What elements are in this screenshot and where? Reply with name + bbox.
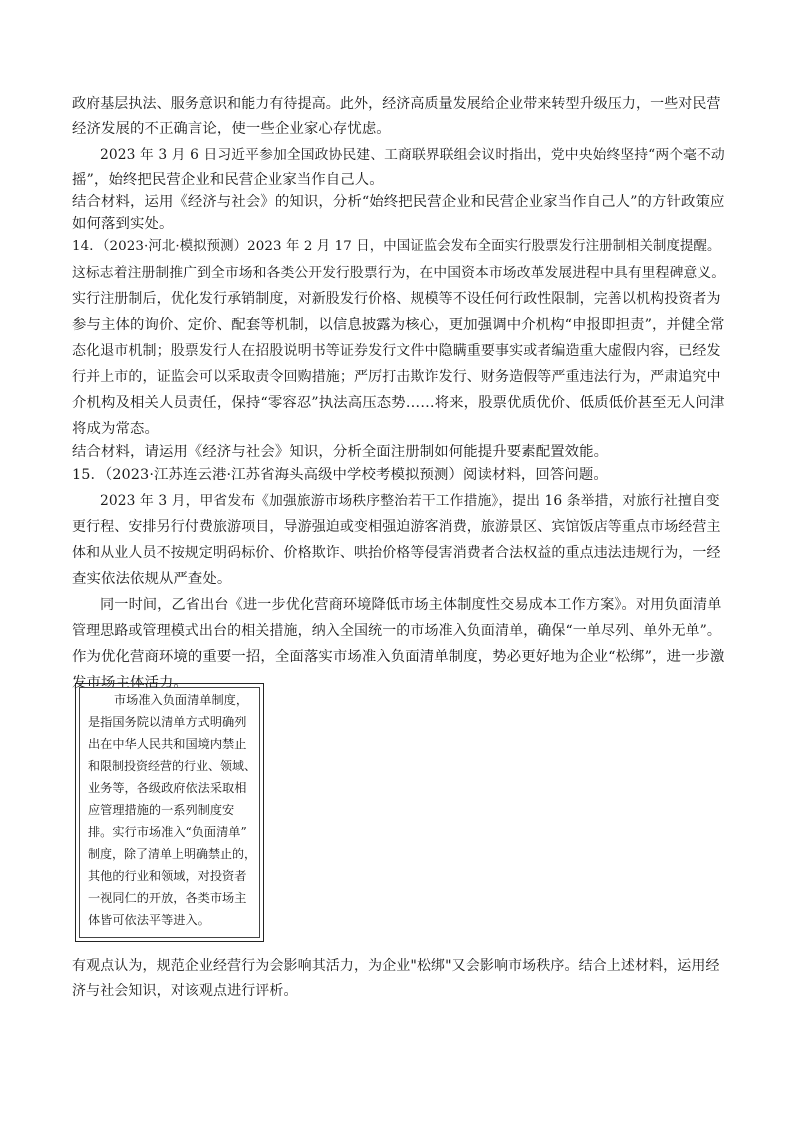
- box-line: 一视同仁的开放，各类市场主: [88, 891, 247, 905]
- text-line: 管理思路或管理模式出台的相关措施，纳入全国统一的市场准入负面清单，确保“一单尽列、单外无单”。: [72, 623, 722, 639]
- box-line: 制度，除了清单上明确禁止的，: [88, 847, 257, 861]
- text-line: 参与主体的询价、定价、配套等机制，以信息披露为核心，更加强调中介机构“申报即担责”，并健全常: [72, 317, 725, 333]
- text-line: 发市场主体活力。: [72, 675, 188, 691]
- text-line: 2023 年 3 月，甲省发布《加强旅游市场秩序整治若干工作措施》，提出 16 条举措，对旅行社擅自变: [100, 493, 720, 509]
- box-line: 排。实行市场准入“负面清单”: [88, 825, 247, 839]
- text-line: 查实依法依规从严查处。: [72, 571, 232, 587]
- question-prompt: 如何落到实处。: [72, 216, 174, 232]
- closing-question: 有观点认为，规范企业经营行为会影响其活力，为企业"松绑"又会影响市场秩序。结合上述材料，运用经: [72, 958, 720, 974]
- question-prompt: 结合材料，运用《经济与社会》的知识，分析“始终把民营企业和民营企业家当作自己人”的方针政策应: [72, 194, 725, 210]
- text-line: 2023 年 3 月 6 日习近平参加全国政协民建、工商联界联组会议时指出，党中央始终坚持“两个毫不动: [100, 147, 725, 163]
- text-line: 态化退市机制；股票发行人在招股说明书等证券发行文件中隐瞒重要事实或者编造重大虚假内容，已经发: [72, 343, 721, 359]
- question-prompt: 结合材料，请运用《经济与社会》知识，分析全面注册制如何能提升要素配置效能。: [72, 444, 609, 460]
- text-line: 介机构及相关人员责任，保持“零容忍”执法高压态势……将来，股票优质优价、低质低价甚至无人问津: [72, 395, 725, 411]
- question-14-heading: 14．（2023·河北·模拟预测）2023 年 2 月 17 日，中国证监会发布全面实行股票发行注册制相关制度提醒。: [72, 239, 721, 254]
- text-line: 实行注册制后，优化发行承销制度，对新股发行价格、规模等不设任何行政性限制，完善以机构投资者为: [72, 291, 721, 307]
- text-line: 行并上市的，证监会可以采取责令回购措施；严厉打击欺诈发行、财务造假等严重违法行为，严肃追究中: [72, 369, 721, 385]
- box-line: 业务等，各级政府依法采取相: [88, 781, 247, 795]
- question-15-heading: 15．（2023·江苏连云港·江苏省海头高级中学校考模拟预测）阅读材料，回答问题。: [72, 467, 608, 483]
- box-line: 和限制投资经营的行业、领域、: [88, 759, 257, 773]
- text-line: 体和从业人员不按规定明码标价、价格欺诈、哄抬价格等侵害消费者合法权益的重点违法违规行为，一经: [72, 545, 721, 561]
- box-line: 应管理措施的一系列制度安: [88, 803, 235, 817]
- text-line: 这标志着注册制推广到全市场和各类公开发行股票行为，在中国资本市场改革发展进程中具有里程碑意义。: [72, 265, 726, 281]
- text-line: 同一时间，乙省出台《进一步优化营商环境降低市场主体制度性交易成本工作方案》。对用负面清单: [100, 597, 722, 613]
- box-line: 其他的行业和领域，对投资者: [88, 869, 247, 883]
- text-line: 经济发展的不正确言论，使一些企业家心存忧虑。: [72, 121, 391, 137]
- box-line: 体皆可依法平等进入。: [88, 913, 210, 927]
- text-line: 更行程、安排另行付费旅游项目，导游强迫或变相强迫游客消费，旅游景区、宾馆饭店等重点市场经营主: [72, 519, 721, 535]
- text-line: 将成为常态。: [72, 421, 159, 437]
- text-line: 作为优化营商环境的重要一招，全面落实市场准入负面清单制度，势必更好地为企业“松绑”，进一步激: [72, 649, 725, 665]
- text-line: 摇”，始终把民营企业和民营企业家当作自己人。: [72, 172, 384, 188]
- box-line: 市场准入负面清单制度，: [114, 693, 249, 707]
- negative-list-info-box: [75, 683, 264, 942]
- closing-question: 济与社会知识，对该观点进行评析。: [72, 983, 298, 999]
- box-line: 是指国务院以清单方式明确列: [88, 715, 247, 729]
- text-line: 政府基层执法、服务意识和能力有待提高。此外，经济高质量发展给企业带来转型升级压力，一些对民营: [72, 96, 721, 112]
- box-line: 出在中华人民共和国境内禁止: [88, 737, 247, 751]
